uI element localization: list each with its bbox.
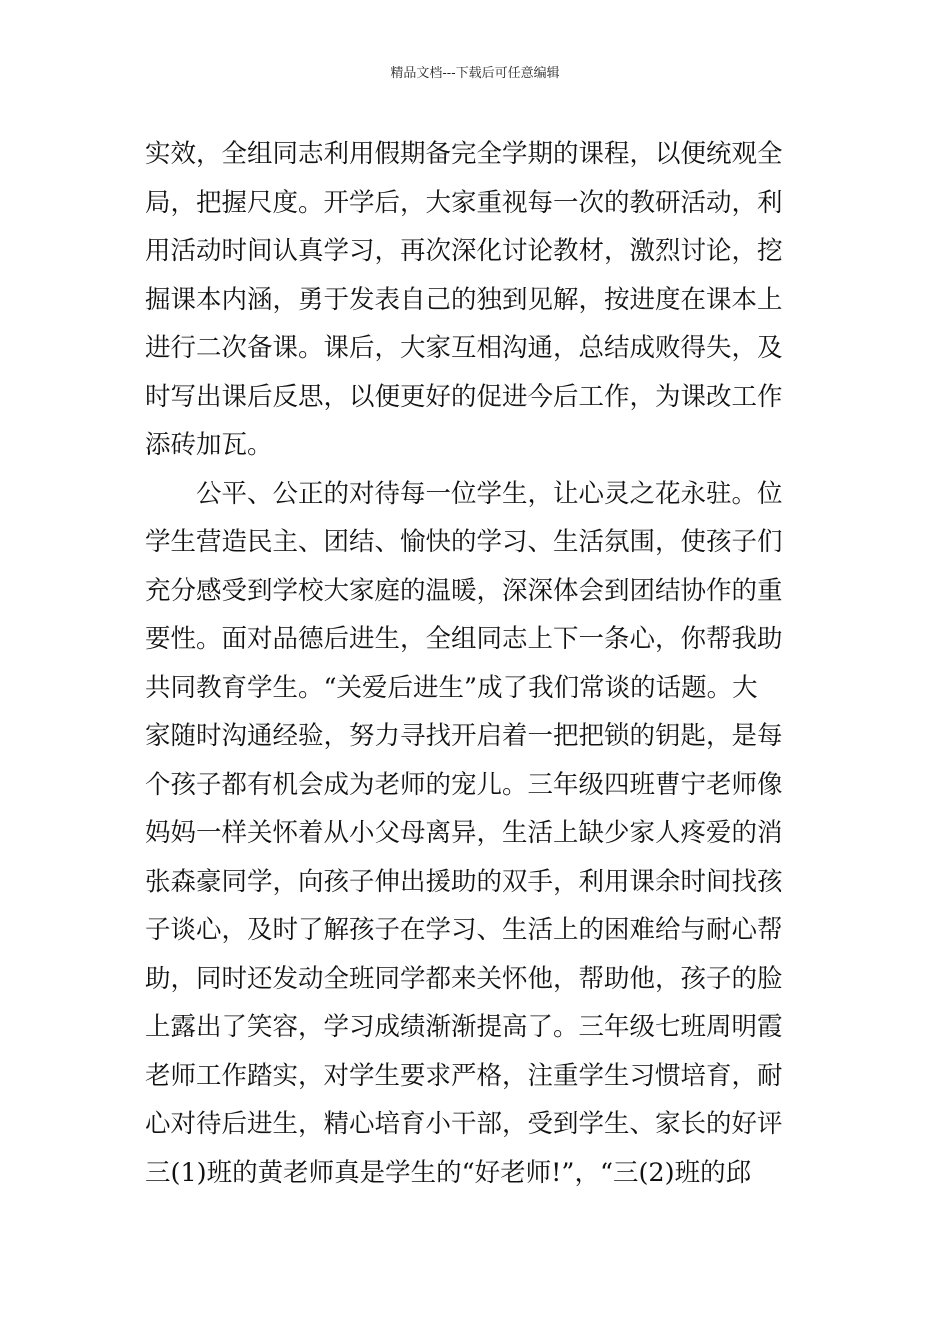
text-line: 家随时沟通经验，努力寻找开启着一把把锁的钥匙，是每 xyxy=(145,721,783,751)
document-body xyxy=(145,130,810,1197)
text-line: 实效，全组同志利用假期备完全学期的课程，以便统观全 xyxy=(145,139,783,169)
page-header: 精品文档---下载后可任意编辑 xyxy=(390,66,560,81)
text-line: 公平、公正的对待每一位学生，让心灵之花永驻。位 xyxy=(145,478,783,509)
text-line: 时写出课后反思，以便更好的促进今后工作，为课改工作 xyxy=(145,381,783,412)
text-line: 共同教育学生。“关爱后进生”成了我们常谈的话题。大 xyxy=(145,672,758,703)
text-line: 妈妈一样关怀着从小父母离异，生活上缺少家人疼爱的消 xyxy=(145,818,783,848)
text-line: 局，把握尺度。开学后，大家重视每一次的教研活动，利 xyxy=(145,187,783,218)
text-line: 掘课本内涵，勇于发表自己的独到见解，按进度在课本上 xyxy=(145,284,783,315)
text-line: 充分感受到学校大家庭的温暖，深深体会到团结协作的重 xyxy=(145,575,783,606)
text-line: 添砖加瓦。 xyxy=(145,430,273,460)
text-line: 老师工作踏实，对学生要求严格，注重学生习惯培育，耐 xyxy=(145,1060,783,1091)
text-line: 心对待后进生，精心培育小干部，受到学生、家长的好评 xyxy=(145,1109,783,1139)
text-line: 子谈心，及时了解孩子在学习、生活上的困难给与耐心帮 xyxy=(145,915,783,945)
text-line: 要性。面对品德后进生，全组同志上下一条心，你帮我助 xyxy=(145,624,783,654)
text-line: 用活动时间认真学习，再次深化讨论教材，激烈讨论，挖 xyxy=(145,236,783,266)
text-line: 个孩子都有机会成为老师的宠儿。三年级四班曹宁老师像 xyxy=(145,769,783,800)
text-line: 学生营造民主、团结、愉快的学习、生活氛围，使孩子们 xyxy=(145,527,783,557)
text-line: 三(1)班的黄老师真是学生的“好老师!”，“三(2)班的邱 xyxy=(145,1157,752,1188)
text-line: 进行二次备课。课后，大家互相沟通，总结成败得失，及 xyxy=(145,333,783,363)
text-line: 助，同时还发动全班同学都来关怀他，帮助他，孩子的脸 xyxy=(145,963,783,994)
text-line: 张森豪同学，向孩子伸出援助的双手，利用课余时间找孩 xyxy=(145,866,783,897)
text-line: 上露出了笑容，学习成绩渐渐提高了。三年级七班周明霞 xyxy=(145,1012,783,1042)
